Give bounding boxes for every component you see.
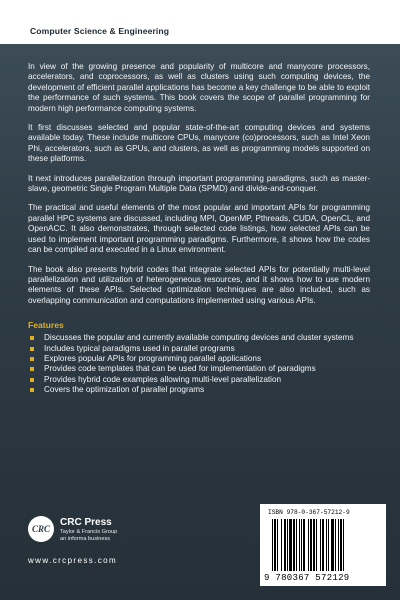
barcode-number: 9 780367 572129 — [264, 573, 350, 583]
bullet-icon — [30, 367, 34, 371]
feature-item — [28, 364, 370, 374]
publisher-group: Taylor & Francis Group — [60, 529, 118, 535]
description-paragraph: The practical and useful elements of the most popular and important APIs for programming parallel HPC systems are discussed, including MPI, OpenMP, Pthreads, CUDA, OpenCL, and OpenACC. It also demonstrates, through selected code listings, how selected APIs can be used to implement important programming paradigms. Furthermore, it shows how the codes can be compiled and executed in a Linux environment. — [28, 203, 370, 255]
bullet-icon — [30, 357, 34, 361]
feature-text: Explores popular APIs for programming parallel applications — [44, 353, 262, 363]
bullet-icon — [30, 336, 34, 340]
publisher-website: www.crcpress.com — [28, 556, 118, 565]
description-paragraph: It first discusses selected and popular state-of-the-art computing devices and systems available today. These include multicore CPUs, manycore (co)processors, such as Intel Xeon Phi, accelerators, such as GPUs, and clusters, as well as programming models supported on these platforms. — [28, 123, 370, 164]
category-label: Computer Science & Engineering — [30, 26, 170, 36]
bullet-icon — [30, 388, 34, 392]
feature-item — [28, 354, 370, 364]
isbn-label: ISBN 978-0-367-57212-9 — [268, 509, 350, 516]
description-block — [28, 62, 370, 396]
feature-item — [28, 375, 370, 385]
feature-text: Provides code templates that can be used for implementation of paradigms — [44, 364, 316, 374]
feature-item — [28, 344, 370, 354]
bullet-icon — [30, 347, 34, 351]
feature-item — [28, 333, 370, 343]
description-paragraph: The book also presents hybrid codes that integrate selected APIs for potentially multi-level parallelization and utilization of heterogeneous resources, and it shows how to use modern elements of these APIs. Selected optimization techniques are also included, such as overlapping communication and computations implemented using various APIs. — [28, 264, 370, 305]
crc-logo-icon: CRC — [28, 516, 54, 542]
publisher-name: CRC Press — [60, 517, 112, 528]
features-list — [28, 333, 370, 395]
description-paragraph: In view of the growing presence and popularity of multicore and manycore processors, accelerators, and coprocessors, as well as clusters using such computing devices, the development of efficient parallel applications has become a key challenge to be able to exploit the performance of such systems. This book covers the scope of parallel programming for modern high performance computing systems. — [28, 62, 370, 113]
feature-text: Includes typical paradigms used in parallel programs — [44, 343, 235, 353]
feature-item — [28, 385, 370, 395]
isbn-barcode — [260, 504, 386, 586]
feature-text: Provides hybrid code examples allowing multi-level parallelization — [44, 374, 282, 384]
feature-text: Covers the optimization of parallel programs — [44, 385, 205, 395]
bullet-icon — [30, 378, 34, 382]
description-paragraph: It next introduces parallelization through important programming paradigms, such as master-slave, geometric Single Program Multiple Data (SPMD) and divide-and-conquer. — [28, 173, 370, 194]
feature-text: Discusses the popular and currently available computing devices and cluster systems — [44, 333, 354, 343]
publisher-tagline: an informa business — [60, 536, 111, 542]
barcode-icon — [270, 519, 376, 571]
header-bar — [0, 0, 400, 44]
publisher-logo — [28, 516, 188, 576]
features-heading: Features — [28, 320, 64, 331]
